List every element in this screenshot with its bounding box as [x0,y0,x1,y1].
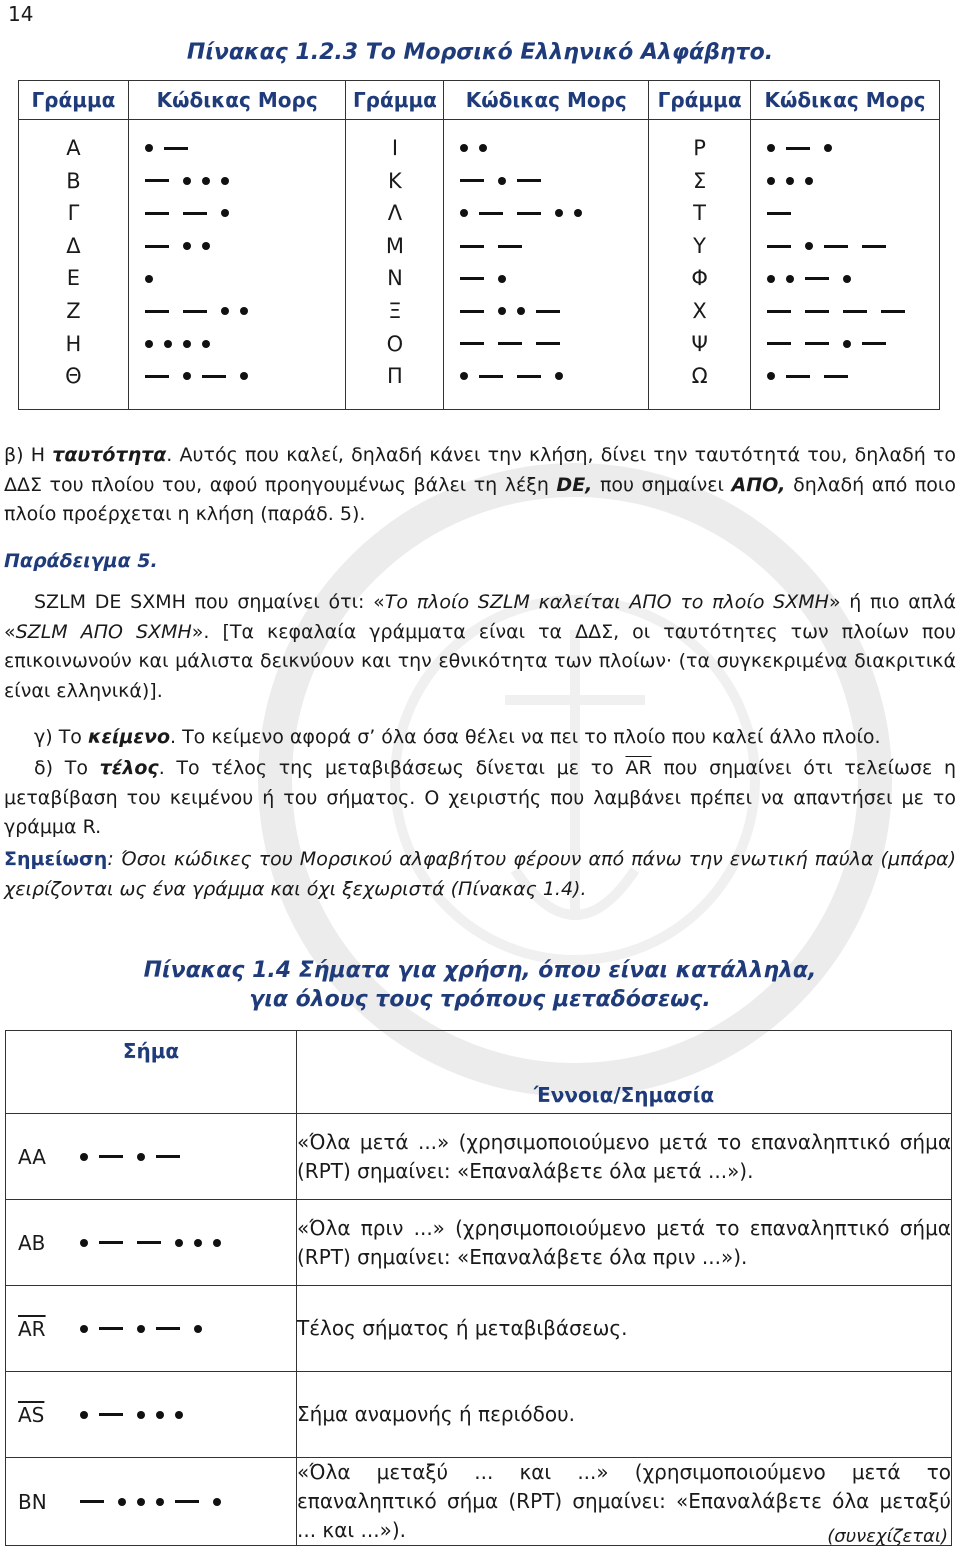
morse-dash [99,1327,123,1330]
morse-dot [137,1153,145,1161]
signal-meaning: «Όλα μεταξύ ... και ...» (χρησιμοποιούμενο μετά το επαναληπτικό σήμα (RPT) σημαίνει: «Επαναλάβετε όλα μεταξύ ... και ...»). [297,1458,952,1546]
note-label: Σημείωση [4,848,108,870]
morse-dot [498,177,506,185]
morse-dash [824,245,848,248]
morse-dot [786,177,794,185]
morse-dot [824,144,832,152]
morse-dot [137,1411,145,1419]
term-ar: $\overline{AR}$ [625,757,652,779]
text-run: που σημαίνει ότι τελείωσε η μεταβίβαση του κειμένου ή του σήματος. Ο χειριστής που λαμβάνει πρέπει να απαντήσει με το γράμμα R. [4,757,956,838]
term-identity: ταυτότητα [52,444,167,466]
morse-dot [843,340,851,348]
morse-dot [240,372,248,380]
morse-code [751,132,939,165]
example-quote-1: Το πλοίο SZLM καλείται ΑΠΟ το πλοίο SXMH [384,591,829,613]
morse-dot [118,1498,126,1506]
morse-dot [145,144,153,152]
morse-dot [194,1239,202,1247]
greek-letter: Ζ [66,298,81,323]
text-run: β) Η [4,444,53,466]
morse-dash [183,212,207,215]
morse-dot [460,372,468,380]
signal-meaning: «Όλα πριν ...» (χρησιμοποιούμενο μετά το επαναληπτικό σήμα (RPT) σημαίνει: «Επαναλάβετε όλα πριν ...»). [297,1200,952,1286]
morse-dot [555,372,563,380]
morse-code [444,132,648,165]
morse-dot [517,307,525,315]
paragraph-example [4,588,956,706]
text-run: δηλαδή από ποιο πλοίο προέρχεται η κλήση (παράδ. 5). [4,473,956,525]
greek-letter: Ξ [388,298,402,323]
morse-greek-alphabet-table [18,80,940,410]
greek-letter: Σ [692,168,707,193]
morse-dot [175,1239,183,1247]
text-run: . Αυτός που καλεί, δηλαδή κάνει την κλήση, δίνει την ταυτότητά του, δηλαδή το ΔΔΣ του πλοίου του, αφού προηγουμένως βάλει τη λέξη [4,444,957,496]
morse-code [129,262,346,295]
text-run: SZLM DE SXMH που σημαίνει ότι: « [34,591,385,613]
signal-meaning: Σήμα αναμονής ή περιόδου. [297,1372,952,1458]
morse-dash [805,342,829,345]
morse-dot [805,242,813,250]
morse-code [444,230,648,263]
signal-code: AA [18,1144,46,1169]
signal-code: AB [18,1230,46,1255]
signal-code: $\overline{AS}$ [18,1402,45,1427]
morse-code [129,230,346,263]
paragraph-text [4,723,956,753]
text-run: » ή πιο απλά « [4,591,957,643]
morse-code [751,295,939,328]
example-quote-2: SZLM ΑΠΟ SXMH [15,620,192,643]
signal-row [6,1458,952,1546]
morse-dash [156,1327,180,1330]
morse-dash [862,342,886,345]
greek-letter: Ω [691,364,708,389]
header-letter: Γράμμα [19,81,129,120]
morse-dot [767,275,775,283]
morse-dash [460,179,484,182]
greek-letter: Π [387,364,403,389]
header-letter: Γράμμα [649,81,751,120]
morse-dot [805,177,813,185]
greek-letter: Ν [387,266,403,291]
signal-cell [6,1312,296,1345]
greek-letter: Μ [385,233,404,258]
morse-dash [202,375,226,378]
morse-code [444,165,648,198]
text-run: . Το τέλος της μεταβιβάσεως δίνεται με το [158,757,626,779]
morse-code [751,230,939,263]
morse-dot [555,209,563,217]
morse-dash [164,147,188,150]
signals-table [5,1030,952,1546]
morse-code [129,132,346,165]
morse-code [444,328,648,361]
morse-dash [460,277,484,280]
morse-dash [145,245,169,248]
morse-dash [786,147,810,150]
morse-code [129,295,346,328]
morse-dash [460,342,484,345]
morse-dash [183,310,207,313]
continued-note: (συνεχίζεται) [827,1526,948,1547]
morse-dot [156,1498,164,1506]
morse-code [751,328,939,361]
table2-caption [0,956,960,1014]
text-run: δ) Το [34,757,100,779]
morse-dash [517,179,541,182]
morse-dot [137,1498,145,1506]
text-run: ». [Τα κεφαλαία γράμματα είναι τα ΔΔΣ, οι ταυτότητες των πλοίων που επικοινωνούν και μάλιστα δεικνύουν και την εθνικότητα των πλοίων· (τα συγκεκριμένα διακριτικά είναι ελληνικά)]. [4,620,956,702]
morse-dot [183,340,191,348]
morse-dot [767,144,775,152]
morse-code [129,197,346,230]
letters-column-2 [346,120,444,410]
greek-letter: Φ [691,266,708,291]
morse-dash [137,1241,161,1244]
morse-dash [498,342,522,345]
morse-dot [460,209,468,217]
morse-code [751,360,939,393]
header-morse-code: Κώδικας Μορς [751,81,940,120]
morse-dash [805,310,829,313]
morse-dash [460,310,484,313]
header-signal: Σήμα [6,1031,297,1114]
morse-code [751,262,939,295]
header-morse-code: Κώδικας Μορς [444,81,649,120]
morse-code [129,360,346,393]
morse-dot [221,307,229,315]
morse-dash [80,1500,104,1503]
morse-code [80,1226,232,1259]
greek-letter: Η [65,331,82,356]
morse-code [751,165,939,198]
morse-dash [767,212,791,215]
morse-code [129,165,346,198]
morse-dash [145,310,169,313]
morse-dot [202,242,210,250]
morse-dot [80,1153,88,1161]
signal-code: $\overline{AR}$ [18,1316,46,1341]
morse-dash [156,1155,180,1158]
greek-letter: Α [66,136,81,160]
greek-letter: Γ [67,201,80,226]
morse-dash [767,310,791,313]
signal-cell [6,1398,296,1431]
morse-dot [574,209,582,217]
greek-letter: Ρ [693,136,706,160]
greek-letter: Κ [388,168,402,193]
term-de: DE, [556,473,593,496]
header-morse-code: Κώδικας Μορς [128,81,346,120]
morse-dash [145,179,169,182]
morse-dash [824,375,848,378]
morse-dash [99,1241,123,1244]
greek-letter: Χ [692,298,707,323]
morse-dot [498,307,506,315]
morse-dot [498,275,506,283]
morse-code [444,197,648,230]
morse-dot [221,209,229,217]
morse-dot [240,307,248,315]
table2-caption-line2: για όλους τους τρόπους μεταδόσεως. [249,987,711,1012]
page-number: 14 [8,2,34,26]
note-text: : Όσοι κώδικες του Μορσικού αλφαβήτου φέρουν από πάνω την ενωτική παύλα (μπάρα) χειρίζονται ως ένα γράμμα και όχι ξεχωριστά (Πίνακας 1.4). [4,848,956,900]
greek-letter: Ο [386,331,404,356]
morse-dot [183,177,191,185]
morse-dot [202,340,210,348]
signal-code: BN [18,1489,47,1514]
morse-dot [80,1411,88,1419]
morse-dash [517,375,541,378]
morse-dash [479,375,503,378]
morse-dash [175,1500,199,1503]
table1-caption: Πίνακας 1.2.3 Το Μορσικό Ελληνικό Αλφάβητο. [186,40,774,65]
morse-dash [460,245,484,248]
greek-letter: Ψ [691,331,708,356]
example-title: Παράδειγμα 5. [4,550,158,572]
header-letter: Γράμμα [346,81,444,120]
morse-dash [498,245,522,248]
morse-column-1 [128,120,346,410]
morse-dot [164,340,172,348]
morse-dash [805,277,829,280]
morse-dash [862,245,886,248]
morse-dot [145,340,153,348]
morse-dash [843,310,867,313]
signal-meaning: «Όλα μετά ...» (χρησιμοποιούμενο μετά το επαναληπτικό σήμα (RPT) σημαίνει: «Επαναλάβετε όλα μετά ...»). [297,1114,952,1200]
signal-cell [6,1226,296,1259]
signal-row [6,1286,952,1372]
morse-dash [767,342,791,345]
morse-dot [145,275,153,283]
signal-row [6,1114,952,1200]
morse-code [444,360,648,393]
morse-code [80,1398,194,1431]
greek-letter: Υ [693,233,706,258]
text-run: που σημαίνει [592,473,732,496]
morse-dash [881,310,905,313]
morse-dot [202,177,210,185]
table2-caption-line1: Πίνακας 1.4 Σήματα για χρήση, όπου είναι κατάλληλα, [143,958,817,983]
morse-code [751,197,939,230]
morse-dot [156,1411,164,1419]
morse-column-2 [444,120,649,410]
text-run: γ) Το [34,726,88,748]
note [4,845,956,904]
term-apo: ΑΠΟ, [731,473,786,496]
greek-letter: Ε [66,266,81,291]
morse-dash [767,245,791,248]
greek-letter: Τ [693,201,706,226]
morse-dot [194,1325,202,1333]
signal-row [6,1200,952,1286]
morse-dot [221,177,229,185]
greek-letter: Λ [387,201,403,226]
morse-column-3 [751,120,940,410]
morse-dot [767,177,775,185]
morse-dot [786,275,794,283]
letters-column-3 [649,120,751,410]
morse-dot [80,1239,88,1247]
morse-dot [80,1325,88,1333]
greek-letter: Ι [391,136,399,160]
morse-dot [479,144,487,152]
morse-dash [786,375,810,378]
morse-code [444,295,648,328]
greek-letter: Δ [66,233,81,258]
letters-column-1 [19,120,129,410]
greek-letter: Β [66,168,81,193]
signal-cell [6,1140,296,1173]
morse-code [80,1140,194,1173]
morse-dot [183,372,191,380]
signal-cell [6,1485,296,1518]
morse-code [444,262,648,295]
text-run: . Το κείμενο αφορά σ’ όλα όσα θέλει να πει το πλοίο που καλεί άλλο πλοίο. [170,726,881,748]
morse-dot [175,1411,183,1419]
paragraph-end [4,754,956,843]
morse-dash [99,1413,123,1416]
morse-dash [145,212,169,215]
morse-dot [767,372,775,380]
morse-dot [183,242,191,250]
morse-dot [213,1239,221,1247]
morse-dot [137,1325,145,1333]
term-text: κείμενο [87,726,170,748]
morse-dash [536,310,560,313]
morse-code [129,328,346,361]
morse-dot [460,144,468,152]
morse-dot [213,1498,221,1506]
greek-letter: Θ [65,364,82,389]
morse-dash [517,212,541,215]
morse-dash [99,1155,123,1158]
morse-dot [843,275,851,283]
morse-code [80,1312,213,1345]
morse-code [80,1485,232,1518]
header-meaning: Έννοια/Σημασία [297,1031,952,1114]
signal-meaning: Τέλος σήματος ή μεταβιβάσεως. [297,1286,952,1372]
paragraph-identity [4,441,956,530]
morse-dash [536,342,560,345]
term-end: τέλος [99,757,159,779]
signal-row [6,1372,952,1458]
morse-dash [145,375,169,378]
morse-dash [479,212,503,215]
